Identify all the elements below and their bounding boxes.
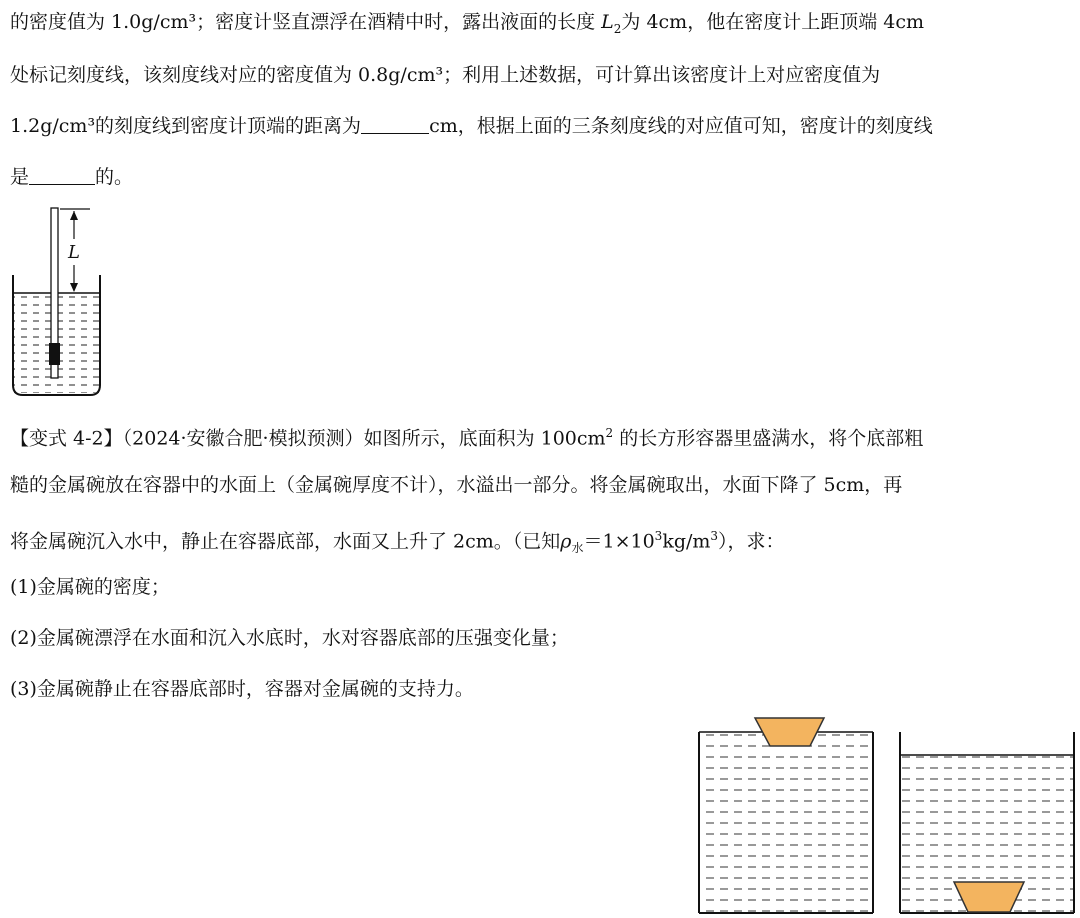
prev-line-4 (10, 165, 133, 189)
rho-subscript: 水 (571, 541, 584, 556)
problem-heading: 【变式 4-2】 (10, 427, 123, 450)
answer-blank-distance[interactable] (361, 115, 429, 134)
length-label-L: L (68, 242, 80, 263)
answer-blank-scale[interactable] (29, 166, 95, 185)
prev-line-3 (10, 114, 933, 138)
rho-symbol: ρ (560, 530, 572, 553)
question-2: (2)金属碗漂浮在水面和沉入水底时，水对容器底部的压强变化量； (10, 627, 569, 649)
p42-line-3-d: ），求： (718, 530, 785, 553)
exp-sup: 3 (654, 529, 663, 543)
container-floating (699, 718, 873, 913)
question-3: (3)金属碗静止在容器底部时，容器对金属碗的支持力。 (10, 678, 474, 700)
containers-figure (690, 708, 1080, 918)
prev-line-3-b: cm，根据上面的三条刻度线的对应值可知，密度计的刻度线 (429, 115, 933, 137)
p42-line-1-tail: 的长方形容器里盛满水，将个底部粗 (613, 427, 924, 450)
p42-line-1 (10, 421, 923, 450)
p42-line-3-b: ＝1×10 (583, 530, 655, 553)
prev-line-4-b: 的。 (95, 166, 134, 188)
l2-variable: L (601, 11, 614, 33)
prev-line-2: 处标记刻度线，该刻度线对应的密度值为 0.8g/cm³；利用上述数据，可计算出该密度计上对应密度值为 (10, 64, 881, 86)
prev-line-4-a: 是 (10, 166, 30, 188)
p42-line-2: 糙的金属碗放在容器中的水面上（金属碗厚度不计），水溢出一部分。将金属碗取出，水面下降了 5cm，再 (10, 474, 903, 496)
l2-subscript: 2 (613, 21, 622, 36)
prev-line-1-text: 的密度值为 1.0g/cm³；密度计竖直漂浮在酒精中时，露出液面的长度 (10, 11, 602, 33)
hydrometer-figure (8, 205, 108, 400)
p42-line-1-body: （2024·安徽合肥·模拟预测）如图所示，底面积为 100cm (122, 427, 606, 450)
prev-line-3-a: 1.2g/cm³的刻度线到密度计顶端的距离为 (10, 115, 362, 137)
p42-line-3 (10, 524, 785, 560)
area-sup: 2 (605, 426, 614, 440)
p42-line-3-a: 将金属碗沉入水中，静止在容器底部，水面又上升了 2cm。（已知 (10, 530, 561, 553)
p42-line-3-c: kg/m (662, 530, 711, 553)
prev-line-1 (10, 10, 924, 41)
question-1: (1)金属碗的密度； (10, 576, 170, 598)
unit-sup: 3 (710, 529, 719, 543)
container-sunk (900, 732, 1074, 913)
prev-line-1-tail: 为 4cm，他在密度计上距顶端 4cm (621, 11, 924, 33)
